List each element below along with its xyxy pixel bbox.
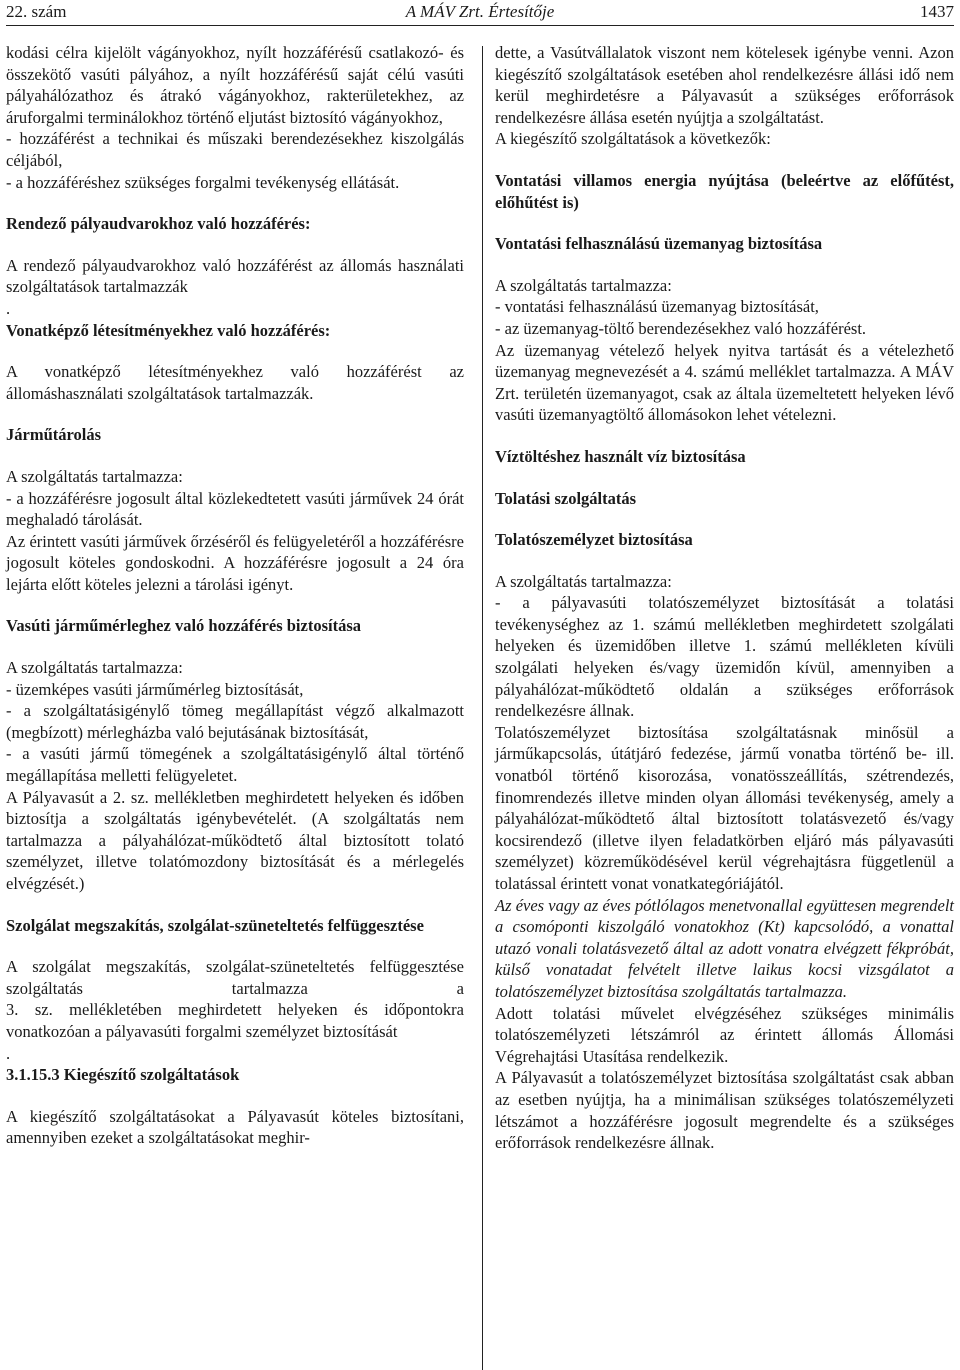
paragraph: A szolgáltatás tartalmazza: — [495, 275, 672, 295]
paragraph: Adott tolatási művelet elvégzéséhez szükséges minimális tolatószemélyzeti létszámról az érintett állomás Állomási Végrehajtási Utasítása rendelkezik. — [495, 1003, 954, 1066]
paragraph: - a pályavasúti tolatószemélyzet biztosítását a tolatási tevékenységhez az 1. számú mellékletben meghirdetett szolgálati helyeken és üzemidőben illetve 1. számú mellékleten kívüli szolgálati helyeken és/vagy üzemidőn kívül, amennyiben a pályahálózat-működtető oldalán a szükséges erőforrások rendelkezésre állnak. — [495, 593, 954, 721]
paragraph: Az üzemanyag vételező helyek nyitva tartását és a vételezhető üzemanyag megnevezését a 4. számú melléklet tartalmazza. A MÁV Zrt. területén üzemanyagot, csak az általa üzemeltetett helyeken lévő vasúti üzemanyagtöltő állomásokon lehet vételezni. — [495, 340, 954, 425]
paragraph: A szolgáltatás tartalmazza: — [6, 466, 183, 486]
section-heading: Vontatási villamos energia nyújtása (beleértve az előfűtést, előhűtést is) — [495, 170, 954, 212]
left-column — [6, 42, 464, 1149]
header-divider — [6, 25, 954, 26]
section-heading: 3.1.15.3 Kiegészítő szolgáltatások — [6, 1065, 240, 1085]
section-heading: Szolgálat megszakítás, szolgálat-szüneteltetés felfüggesztése — [6, 915, 424, 935]
paragraph: dette, a Vasútvállalatok viszont nem kötelesek igénybe venni. Azon kiegészítő szolgáltatások esetében ahol rendelkezésre állási idő nem kerül meghirdetésre a Pályavasút a szükséges erőforrások rendelkezésre állása esetén nyújtja a szolgáltatást. — [495, 43, 954, 127]
paragraph: A kiegészítő szolgáltatások a következők: — [495, 129, 771, 149]
paragraph: A Pályavasút a 2. sz. mellékletben meghirdetett helyeken és időben biztosítja a szolgáltatás igénybevételét. (A szolgáltatás nem tartalmazza a pályahálózat-működtető által biztosított tolató személyzet, illetve tolatómozdony biztosítását és a mérlegelés elvégzését.) — [6, 787, 464, 893]
paragraph: 3. sz. mellékletében meghirdetett helyeken és időpontokra vonatkozóan a pályavasúti forgalmi személyzet biztosítását — [6, 1000, 464, 1041]
paragraph: - a hozzáféréshez szükséges forgalmi tevékenység ellátását. — [6, 172, 400, 192]
paragraph: . — [6, 298, 11, 318]
column-divider — [482, 46, 483, 1370]
publication-title: A MÁV Zrt. Értesítője — [405, 2, 555, 21]
section-heading: Járműtárolás — [6, 425, 102, 445]
section-heading: Vasúti járműmérleghez való hozzáférés biztosítása — [6, 616, 361, 636]
paragraph: - a vasúti jármű tömegének a szolgáltatásigénylő által történő megállapítása melletti felügyeletet. — [6, 744, 464, 786]
section-heading: Tolatószemélyzet biztosítása — [495, 530, 693, 550]
paragraph-italic: Az éves vagy az éves pótlólagos menetvonallal együttesen megrendelt a csomóponti kiszolgáló vonatokhoz (Kt) kapcsolódó, a vonattal utazó vonali tolatásvezető által az adott vonatra elvégzett fékpróbát, külső vonatadat felvételt illetve laikus kocsi vizsgálatot a tolatószemélyzet biztosítása szolgáltatás tartalmazza. — [495, 895, 954, 1001]
paragraph: . — [6, 1043, 11, 1063]
paragraph: A szolgáltatás tartalmazza: — [495, 571, 672, 591]
paragraph: - üzemképes vasúti járműmérleg biztosítását, — [6, 679, 304, 699]
paragraph: A szolgálat megszakítás, szolgálat-szüneteltetés felfüggesztése szolgáltatás tartalmazza a — [6, 957, 464, 998]
section-heading: Víztöltéshez használt víz biztosítása — [495, 446, 746, 466]
paragraph: A kiegészítő szolgáltatásokat a Pályavasút köteles biztosítani, amennyiben ezeket a szolgáltatásokat meghir- — [6, 1106, 464, 1148]
section-heading: Vonatképző létesítményekhez való hozzáférés: — [6, 320, 331, 340]
paragraph: A szolgáltatás tartalmazza: — [6, 658, 183, 678]
paragraph: kodási célra kijelölt vágányokhoz, nyílt hozzáférésű csatlakozó- és összekötő vasúti pályához, a nyílt hozzáférésű saját célú vasúti pályahálózathoz és átrakó vágányokhoz, rakterületekhez, az áruforgalmi terminálokhoz történő eljutást biztosító vágányokhoz, — [6, 43, 464, 127]
right-column — [495, 42, 954, 1154]
section-heading: Tolatási szolgáltatás — [495, 488, 637, 508]
page-number: 1437 — [920, 2, 954, 21]
paragraph: Az érintett vasúti járművek őrzéséről és felügyeletéről a hozzáférésre jogosult köteles gondoskodni. A hozzáférésre jogosult a 24 óra lejárta előtt köteles jelezni a tárolási igényt. — [6, 531, 464, 594]
paragraph: - vontatási felhasználású üzemanyag biztosítását, — [495, 297, 819, 317]
issue-number: 22. szám — [6, 2, 67, 21]
paragraph: A rendező pályaudvarokhoz való hozzáférést az állomás használati szolgáltatások tartalmazzák — [6, 255, 464, 297]
paragraph: Tolatószemélyzet biztosítása szolgáltatásnak minősül a járműkapcsolás, útátjáró fedezése, jármű vonatba történő be- ill. vonatból történő kisorozása, vonatösszeállítás, szétrendezés, finomrendezés illetve minden olyan állomási tevékenység, amely a pályahálózat-működtető által biztosított tolatásvezető és/vagy kocsirendező (illetve ilyen feladatkörben eljáró más pályavasúti személyzet) közreműködésével kerül végrehajtásra függetlenül a tolatással érintett vonat vonatkategóriájától. — [495, 722, 954, 893]
paragraph: - hozzáférést a technikai és műszaki berendezésekhez kiszolgálás céljából, — [6, 129, 464, 170]
paragraph: - a hozzáférésre jogosult által közlekedtetett vasúti járművek 24 órát meghaladó tárolását. — [6, 488, 464, 530]
paragraph: A vonatképző létesítményekhez való hozzáférést az állomáshasználati szolgáltatások tartalmazzák. — [6, 362, 464, 403]
paragraph: - a szolgáltatásigénylő tömeg megállapítást végző alkalmazott (megbízott) mérlegházba való bejutásának biztosítását, — [6, 701, 464, 742]
paragraph: A Pályavasút a tolatószemélyzet biztosítása szolgáltatást csak abban az esetben nyújtja, ha a minimálisan szükséges tolatószemélyzeti létszámot a hozzáférésre jogosult megrendelte és a szükséges erőforrások rendelkezésre állnak. — [495, 1068, 954, 1153]
paragraph: - az üzemanyag-töltő berendezésekhez való hozzáférést. — [495, 318, 867, 338]
section-heading: Rendező pályaudvarokhoz való hozzáférés: — [6, 214, 311, 234]
page-header — [6, 2, 954, 24]
section-heading: Vontatási felhasználású üzemanyag biztosítása — [495, 234, 823, 254]
